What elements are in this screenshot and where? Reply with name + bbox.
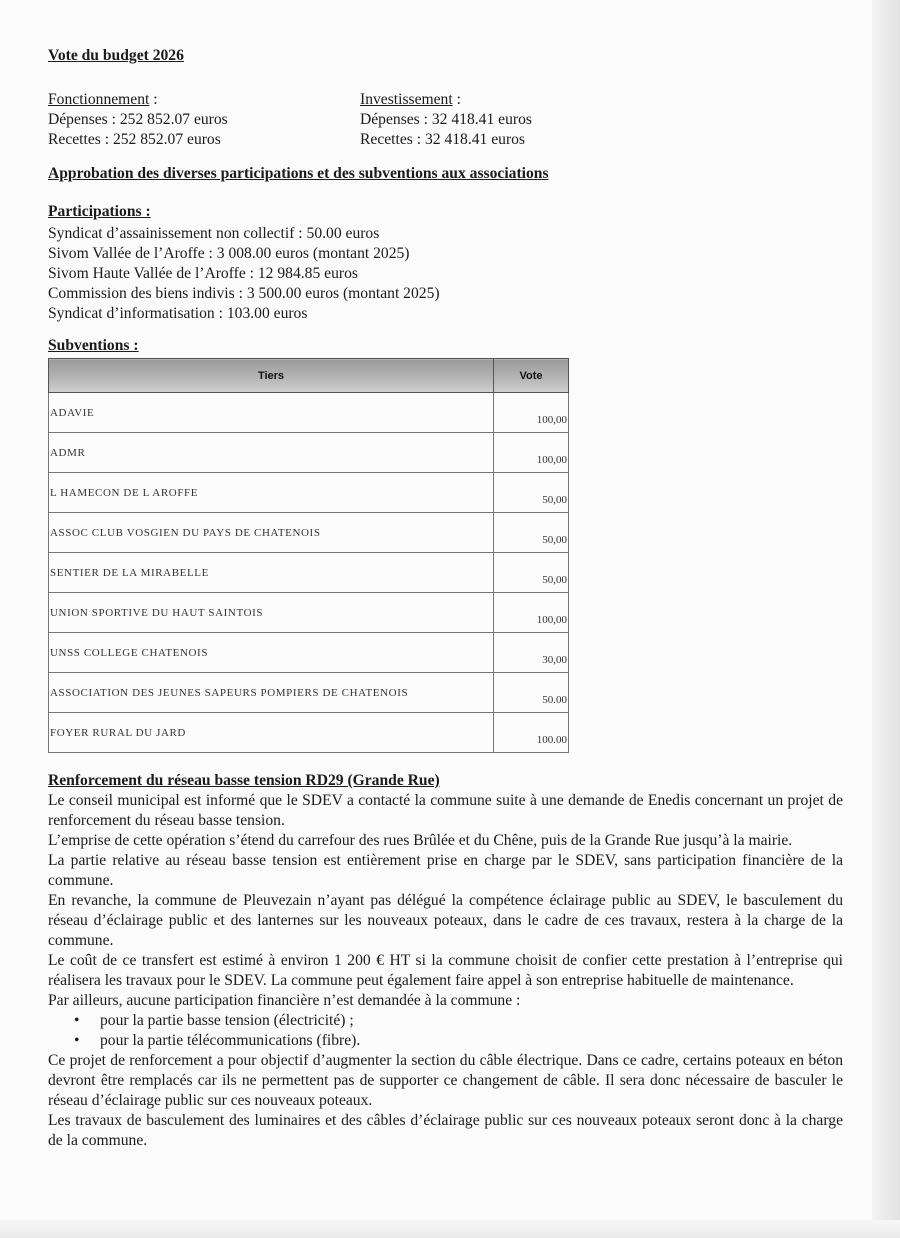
renforcement-section xyxy=(48,771,843,1151)
subventions-title: Subventions : xyxy=(48,337,139,354)
page-edge-right xyxy=(872,0,900,1238)
renforcement-paragraph: La partie relative au réseau basse tension est entièrement prise en charge par le SDEV, sans participation financière de la commune. xyxy=(48,852,843,889)
table-row xyxy=(49,473,569,513)
investissement-depenses: Dépenses : 32 418.41 euros xyxy=(360,111,532,128)
tiers-cell: L HAMECON DE L AROFFE xyxy=(49,473,494,513)
investissement-column: Investissement : Dépenses : 32 418.41 euros Recettes : 32 418.41 euros xyxy=(360,90,672,150)
vote-cell: 50.00 xyxy=(494,673,569,713)
renforcement-paragraph: Le conseil municipal est informé que le SDEV a contacté la commune suite à une demande de Enedis concernant un projet de renforcement du réseau basse tension. xyxy=(48,792,843,829)
tiers-cell: UNION SPORTIVE DU HAUT SAINTOIS xyxy=(49,593,494,633)
participation-item: Commission des biens indivis : 3 500.00 euros (montant 2025) xyxy=(48,285,440,302)
vote-cell: 50,00 xyxy=(494,553,569,593)
tiers-cell: ASSOC CLUB VOSGIEN DU PAYS DE CHATENOIS xyxy=(49,513,494,553)
participation-item: Syndicat d’informatisation : 103.00 euros xyxy=(48,305,308,322)
renforcement-title: Renforcement du réseau basse tension RD29 (Grande Rue) xyxy=(48,772,440,789)
column-header-vote: Vote xyxy=(494,359,569,393)
bullet-list xyxy=(48,1011,843,1051)
renforcement-paragraph: L’emprise de cette opération s’étend du carrefour des rues Brûlée et du Chêne, puis de la Grande Rue jusqu’à la mairie. xyxy=(48,832,793,849)
fonctionnement-label: Fonctionnement xyxy=(48,91,150,108)
vote-cell: 50,00 xyxy=(494,473,569,513)
vote-cell: 30,00 xyxy=(494,633,569,673)
participation-item: Sivom Haute Vallée de l’Aroffe : 12 984.85 euros xyxy=(48,265,358,282)
budget-title: Vote du budget 2026 xyxy=(48,47,184,64)
fonctionnement-column: Fonctionnement : Dépenses : 252 852.07 euros Recettes : 252 852.07 euros xyxy=(48,90,360,150)
table-row xyxy=(49,673,569,713)
approbation-title: Approbation des diverses participations et des subventions aux associations xyxy=(48,165,549,182)
document-body xyxy=(48,46,843,1151)
column-header-tiers: Tiers xyxy=(49,359,494,393)
tiers-cell: UNSS COLLEGE CHATENOIS xyxy=(49,633,494,673)
vote-cell: 100.00 xyxy=(494,713,569,753)
vote-cell: 100,00 xyxy=(494,433,569,473)
investissement-label: Investissement xyxy=(360,91,453,108)
vote-cell: 50,00 xyxy=(494,513,569,553)
table-row xyxy=(49,433,569,473)
tiers-cell: FOYER RURAL DU JARD xyxy=(49,713,494,753)
participations-title: Participations : xyxy=(48,203,151,220)
tiers-cell: ADAVIE xyxy=(49,393,494,433)
participations-section xyxy=(48,202,843,324)
table-row xyxy=(49,593,569,633)
renforcement-paragraph: Ce projet de renforcement a pour objectif d’augmenter la section du câble électrique. Dans ce cadre, certains poteaux en béton devront être remplacés car ils ne permettent pas de supporter ce changement de câble. Il sera donc nécessaire de basculer le réseau d’éclairage public sur ces nouveaux poteaux. xyxy=(48,1052,843,1109)
list-item: • pour la partie télécommunications (fibre). xyxy=(100,1031,843,1051)
table-row xyxy=(49,393,569,433)
table-row xyxy=(49,633,569,673)
tiers-cell: ASSOCIATION DES JEUNES SAPEURS POMPIERS DE CHATENOIS xyxy=(49,673,494,713)
vote-cell: 100,00 xyxy=(494,593,569,633)
investissement-recettes: Recettes : 32 418.41 euros xyxy=(360,131,525,148)
tiers-cell: SENTIER DE LA MIRABELLE xyxy=(49,553,494,593)
table-row xyxy=(49,513,569,553)
subventions-section xyxy=(48,336,843,753)
renforcement-paragraph: Les travaux de basculement des luminaires et des câbles d’éclairage public sur ces nouveaux poteaux seront donc à la charge de la commune. xyxy=(48,1112,843,1149)
tiers-cell: ADMR xyxy=(49,433,494,473)
renforcement-paragraph: Le coût de ce transfert est estimé à environ 1 200 € HT si la commune choisit de confier cette prestation à l’entreprise qui réalisera les travaux pour le SDEV. La commune peut également faire appel à son entreprise habituelle de maintenance. xyxy=(48,952,843,989)
subventions-table xyxy=(48,358,569,753)
fonctionnement-depenses: Dépenses : 252 852.07 euros xyxy=(48,111,228,128)
list-item: • pour la partie basse tension (électricité) ; xyxy=(100,1011,843,1031)
renforcement-paragraph: Par ailleurs, aucune participation financière n’est demandée à la commune : xyxy=(48,992,521,1009)
renforcement-paragraph: En revanche, la commune de Pleuvezain n’ayant pas délégué la compétence éclairage public au SDEV, le basculement du réseau d’éclairage public et des lanternes sur les nouveaux poteaux, dans le cadre de ces travaux, restera à la charge de la commune. xyxy=(48,892,843,949)
participation-item: Syndicat d’assainissement non collectif : 50.00 euros xyxy=(48,225,380,242)
participation-item: Sivom Vallée de l’Aroffe : 3 008.00 euros (montant 2025) xyxy=(48,245,410,262)
table-row xyxy=(49,713,569,753)
table-row xyxy=(49,553,569,593)
budget-section xyxy=(48,90,843,150)
vote-cell: 100,00 xyxy=(494,393,569,433)
fonctionnement-recettes: Recettes : 252 852.07 euros xyxy=(48,131,221,148)
page-edge-bottom xyxy=(0,1220,900,1238)
